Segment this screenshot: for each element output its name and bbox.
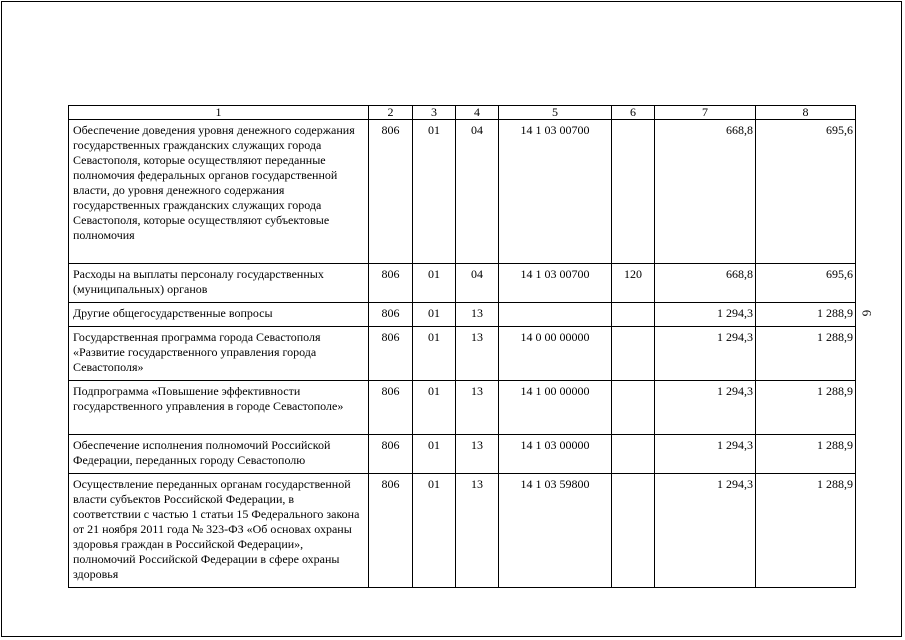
table-row [69,264,856,303]
budget-table [68,105,856,588]
cell-section: 01 [413,264,456,303]
page-number: 6 [859,309,875,317]
cell-ministry-code: 806 [369,303,413,327]
header-row [69,106,856,120]
cell-subsection: 04 [456,120,499,264]
cell-amount-year2: 1 288,9 [756,474,856,588]
row-description: Расходы на выплаты персоналу государственных (муниципальных) органов [69,264,369,303]
table-row [69,435,856,474]
cell-subsection: 13 [456,303,499,327]
cell-expense-type [612,303,655,327]
table-row [69,327,856,381]
cell-amount-year1: 1 294,3 [655,327,756,381]
cell-expense-type [612,435,655,474]
cell-subsection: 13 [456,327,499,381]
cell-subsection: 13 [456,435,499,474]
cell-target-article: 14 1 03 00700 [499,120,612,264]
row-description: Осуществление переданных органам государственной власти субъектов Российской Федерации, в соответствии с частью 1 статьи 15 Федерального закона от 21 ноября 2011 года № 323-ФЗ «Об основах охраны здоровья граждан в Российской Федерации», полномочий Российской Федерации в сфере охраны здоровья [69,474,369,588]
cell-section: 01 [413,381,456,435]
cell-section: 01 [413,303,456,327]
cell-amount-year1: 1 294,3 [655,435,756,474]
cell-amount-year2: 1 288,9 [756,303,856,327]
column-header: 2 [369,106,413,120]
cell-amount-year1: 1 294,3 [655,303,756,327]
cell-target-article: 14 0 00 00000 [499,327,612,381]
cell-ministry-code: 806 [369,327,413,381]
cell-amount-year2: 1 288,9 [756,381,856,435]
cell-section: 01 [413,120,456,264]
cell-ministry-code: 806 [369,120,413,264]
cell-amount-year2: 695,6 [756,120,856,264]
table-row [69,474,856,588]
cell-amount-year2: 1 288,9 [756,327,856,381]
cell-expense-type: 120 [612,264,655,303]
cell-ministry-code: 806 [369,435,413,474]
table-row [69,381,856,435]
cell-ministry-code: 806 [369,264,413,303]
cell-section: 01 [413,435,456,474]
column-header: 5 [499,106,612,120]
cell-expense-type [612,327,655,381]
cell-expense-type [612,120,655,264]
table-row [69,303,856,327]
row-description: Обеспечение доведения уровня денежного содержания государственных гражданских служащих города Севастополя, которые осуществляют переданные полномочия федеральных органов государственной власти, до уровня денежного содержания государственных гражданских служащих города Севастополя, которые осуществляют субъектовые полномочия [69,120,369,264]
cell-subsection: 13 [456,381,499,435]
row-description: Подпрограмма «Повышение эффективности государственного управления в городе Севастополе» [69,381,369,435]
cell-section: 01 [413,474,456,588]
cell-expense-type [612,381,655,435]
column-header: 4 [456,106,499,120]
cell-target-article: 14 1 03 59800 [499,474,612,588]
row-description: Другие общегосударственные вопросы [69,303,369,327]
cell-amount-year1: 1 294,3 [655,381,756,435]
column-header: 1 [69,106,369,120]
cell-ministry-code: 806 [369,474,413,588]
table-body [69,106,856,588]
column-header: 8 [756,106,856,120]
cell-target-article: 14 1 00 00000 [499,381,612,435]
cell-ministry-code: 806 [369,381,413,435]
cell-amount-year1: 1 294,3 [655,474,756,588]
column-header: 6 [612,106,655,120]
cell-amount-year1: 668,8 [655,264,756,303]
table-row [69,120,856,264]
column-header: 7 [655,106,756,120]
cell-subsection: 04 [456,264,499,303]
cell-amount-year2: 695,6 [756,264,856,303]
cell-expense-type [612,474,655,588]
cell-amount-year1: 668,8 [655,120,756,264]
cell-target-article [499,303,612,327]
cell-subsection: 13 [456,474,499,588]
cell-target-article: 14 1 03 00700 [499,264,612,303]
row-description: Обеспечение исполнения полномочий Российской Федерации, переданных городу Севастополю [69,435,369,474]
column-header: 3 [413,106,456,120]
cell-section: 01 [413,327,456,381]
row-description: Государственная программа города Севастополя «Развитие государственного управления города Севастополя» [69,327,369,381]
cell-amount-year2: 1 288,9 [756,435,856,474]
cell-target-article: 14 1 03 00000 [499,435,612,474]
